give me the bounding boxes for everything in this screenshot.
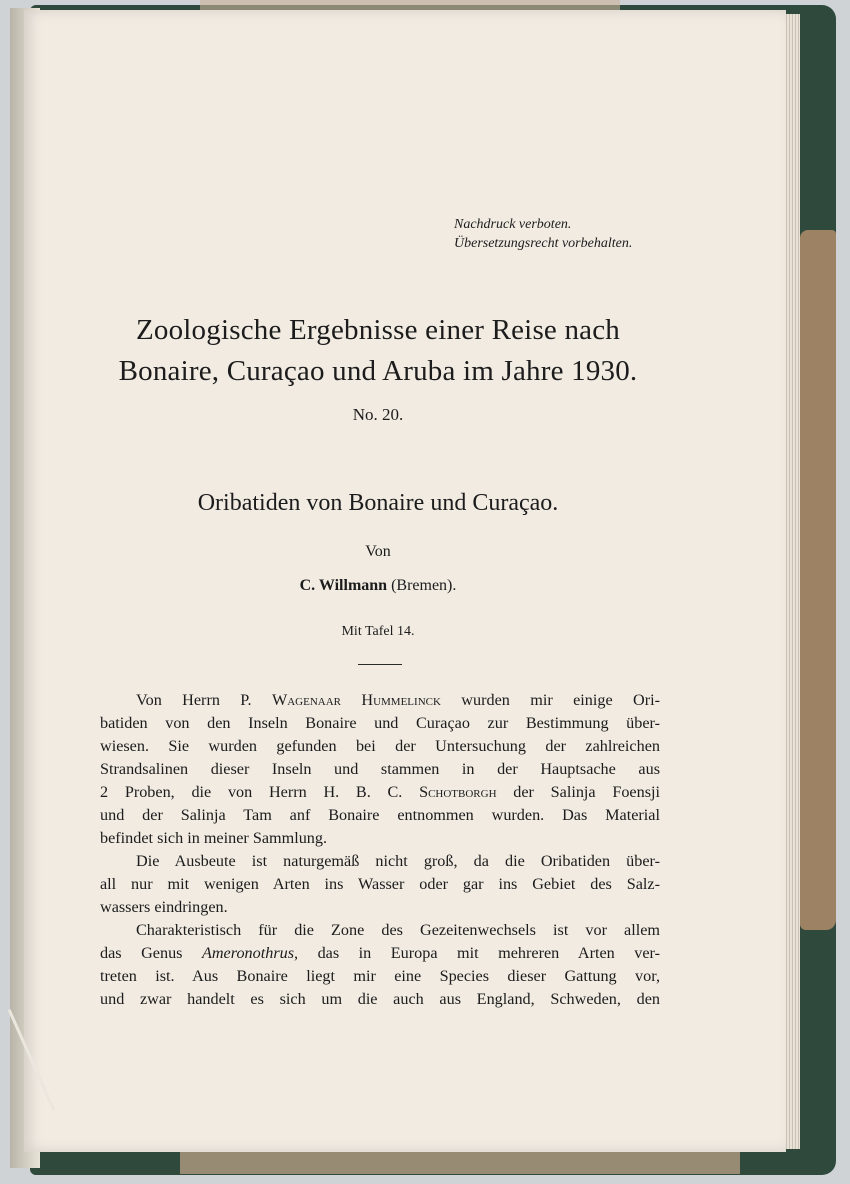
p3-line-3: treten ist. Aus Bonaire liegt mir eine Species dieser Gattung vor, <box>100 967 660 985</box>
series-title-line-1: Zoologische Ergebnisse einer Reise nach <box>135 314 620 346</box>
p2-line-2: all nur mit wenigen Arten ins Wasser oder gar ins Gebiet des Salz- <box>100 875 660 893</box>
p2-line-1: Die Ausbeute ist naturgemäß nicht groß, da die Oribatiden über- <box>136 852 660 870</box>
p2-line-3: wassers eindringen. <box>100 898 228 916</box>
genus-ameronothrus: Ameronothrus, <box>201 944 299 962</box>
p3-line-2: das Genus Ameronothrus, das in Europa mit mehreren Arten ver- <box>100 944 660 962</box>
p1-line-3: wiesen. Sie wurden gefunden bei der Untersuchung der zahlreichen <box>100 737 660 755</box>
translation-notice: Übersetzungsrecht vorbehalten. <box>454 236 633 251</box>
article-title: Oribatiden von Bonaire und Curaçao. <box>197 490 559 516</box>
author-place: (Bremen). <box>391 577 457 594</box>
top-tape <box>200 0 620 10</box>
series-number: No. 20. <box>352 405 404 424</box>
reprint-notice: Nachdruck verboten. <box>454 217 572 232</box>
p1-line-1: Von Herrn P. Wagenaar Hummelinck wurden mir einige Ori- <box>136 691 661 709</box>
name-schotborgh: Schotborgh <box>419 783 497 801</box>
bottom-tape <box>180 1150 740 1174</box>
author-name: C. Willmann <box>299 577 388 594</box>
p1-line-7: befindet sich in meiner Sammlung. <box>100 829 328 847</box>
plate-reference: Mit Tafel 14. <box>341 624 415 639</box>
author-line <box>100 577 656 595</box>
name-wagenaar-hummelinck: Wagenaar Hummelinck <box>271 691 441 709</box>
p3-line-1: Charakteristisch für die Zone des Gezeitenwechsels ist vor allem <box>136 921 660 939</box>
p1-line-2: batiden von den Inseln Bonaire und Curaçao zur Bestimmung über- <box>100 714 660 732</box>
p3-line-4: und zwar handelt es sich um die auch aus England, Schweden, den <box>100 990 660 1008</box>
p1-line-6: und der Salinja Tam anf Bonaire entnommen wurden. Das Material <box>100 806 660 824</box>
p1-line-5: 2 Proben, die von Herrn H. B. C. Schotborgh der Salinja Foensji <box>100 783 660 801</box>
torn-paper-strip <box>800 230 836 930</box>
separator-rule <box>358 664 402 665</box>
series-title-line-2: Bonaire, Curaçao und Aruba im Jahre 1930. <box>118 355 638 387</box>
p1-line-4: Strandsalinen dieser Inseln und stammen in der Hauptsache aus <box>100 760 660 778</box>
by-label: Von <box>365 543 391 560</box>
